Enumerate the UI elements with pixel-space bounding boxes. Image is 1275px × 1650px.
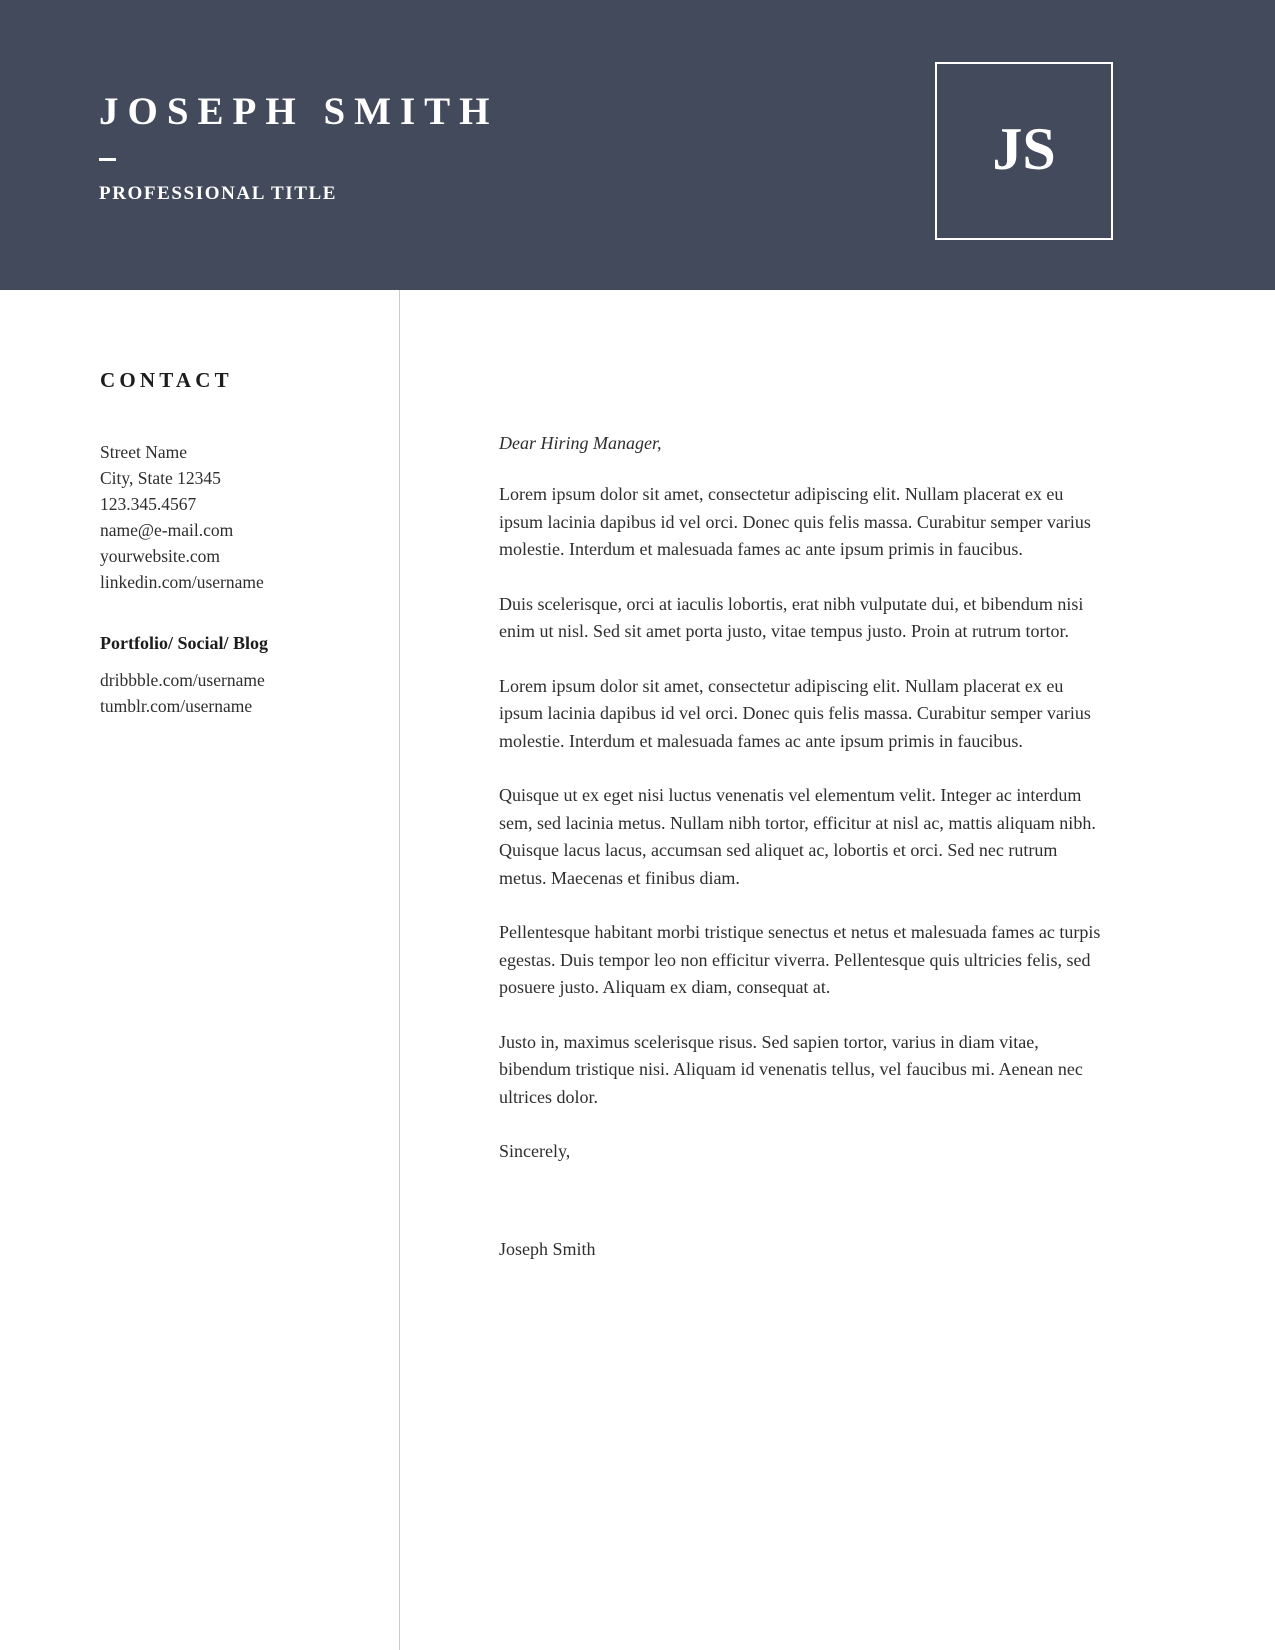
letter-closing: Sincerely, — [499, 1141, 571, 1161]
professional-title: PROFESSIONAL TITLE — [99, 182, 338, 204]
page-title: JOSEPH SMITH — [99, 90, 499, 133]
contact-sidebar — [100, 290, 380, 719]
portfolio-link-tumblr[interactable]: tumblr.com/username — [100, 696, 253, 716]
contact-city-state-zip: City, State 12345 — [100, 468, 221, 488]
letter-paragraph: Lorem ipsum dolor sit amet, consectetur adipiscing elit. Nullam placerat ex eu ipsum lacinia dapibus id vel orci. Donec quis felis massa. Curabitur semper varius molestie. Interdum et malesuada fames ac ante ipsum primis in faucibus. — [499, 484, 1091, 559]
contact-email[interactable]: name@e-mail.com — [100, 520, 234, 540]
monogram-initials: JS — [992, 116, 1056, 183]
letter-paragraph: Pellentesque habitant morbi tristique senectus et netus et malesuada fames ac turpis egestas. Duis tempor leo non efficitur viverra. Pellentesque quis ultricies felis, sed posuere justo. Aliquam ex diam, consequat at. — [499, 922, 1101, 997]
portfolio-heading: Portfolio/ Social/ Blog — [100, 633, 268, 653]
name-divider-rule — [99, 158, 116, 161]
monogram-badge — [935, 62, 1113, 240]
header-identity-block — [99, 92, 498, 205]
contact-website[interactable]: yourwebsite.com — [100, 546, 221, 566]
contact-linkedin[interactable]: linkedin.com/username — [100, 572, 264, 592]
column-divider — [399, 290, 400, 1650]
cover-letter-content — [499, 290, 1104, 1260]
portfolio-link-dribbble[interactable]: dribbble.com/username — [100, 670, 265, 690]
portfolio-list — [100, 667, 380, 719]
letter-paragraph: Duis scelerisque, orci at iaculis lobortis, erat nibh vulputate dui, et bibendum nisi enim ut nisl. Sed sit amet porta justo, vitae tempus justo. Proin at rutrum tortor. — [499, 593, 1084, 641]
letter-salutation: Dear Hiring Manager, — [499, 433, 662, 453]
document-body — [0, 290, 1275, 1650]
letter-paragraph: Lorem ipsum dolor sit amet, consectetur adipiscing elit. Nullam placerat ex eu ipsum lacinia dapibus id vel orci. Donec quis felis massa. Curabitur semper varius molestie. Interdum et malesuada fames ac ante ipsum primis in faucibus. — [499, 675, 1091, 751]
contact-street: Street Name — [100, 442, 187, 462]
letter-paragraph: Justo in, maximus scelerisque risus. Sed sapien tortor, varius in diam vitae, bibendum tristique nisi. Aliquam id venenatis tellus, vel faucibus mi. Aenean nec ultrices dolor. — [499, 1031, 1083, 1107]
contact-list — [100, 439, 380, 595]
letter-signature-name: Joseph Smith — [499, 1239, 596, 1259]
document-header — [0, 0, 1275, 290]
letter-paragraph: Quisque ut ex eget nisi luctus venenatis vel elementum velit. Integer ac interdum sem, sed lacinia metus. Nullam nibh tortor, efficitur at nisl ac, mattis aliquam nibh. Quisque lacus lacus, accumsan sed aliquet ac, lobortis et orci. Sed nec rutrum metus. Maecenas et finibus diam. — [499, 785, 1096, 888]
contact-heading: CONTACT — [100, 368, 233, 392]
contact-phone[interactable]: 123.345.4567 — [100, 494, 197, 514]
